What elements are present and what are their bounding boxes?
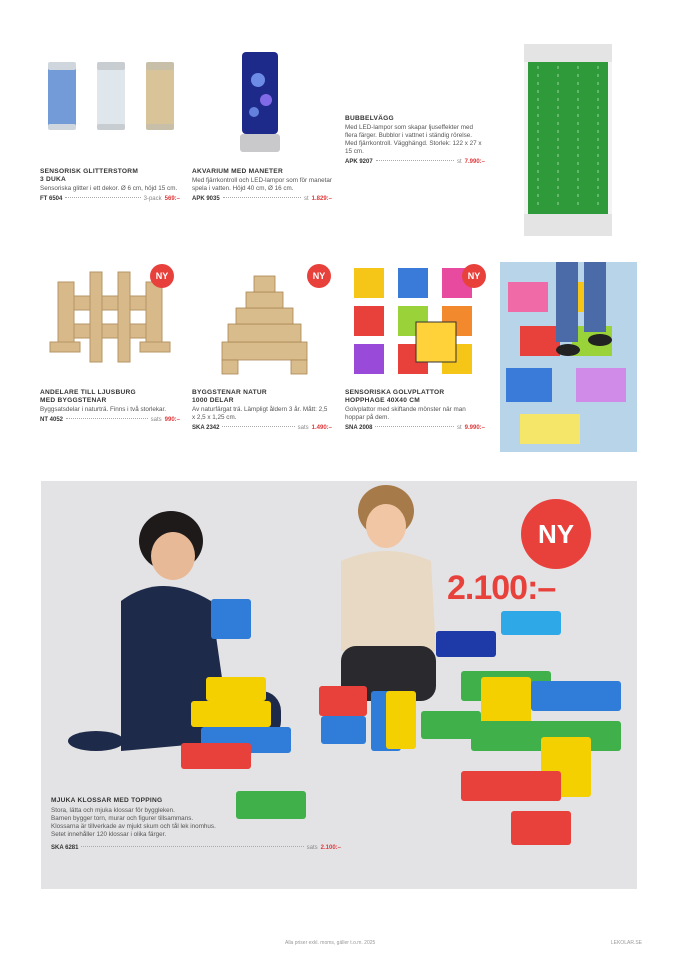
sku: SKA 6281 (51, 845, 79, 851)
product-card-building-blocks (192, 389, 332, 431)
feature-price: 2.100:– (447, 569, 556, 607)
sku: APK 9035 (192, 196, 220, 202)
unit: sats (306, 845, 318, 851)
product-card-floor-tiles (345, 389, 485, 431)
ny-badge: NY (150, 264, 174, 288)
feature-title: MJUKA KLOSSAR MED TOPPING (51, 797, 163, 804)
price: 990:– (164, 417, 180, 423)
sku: SKA 2342 (192, 425, 220, 431)
product-card-aquarium (192, 168, 332, 202)
unit: st (303, 196, 309, 202)
price-line (192, 196, 332, 202)
product-image-aquarium (230, 50, 290, 160)
price-line (345, 159, 485, 165)
feature-description: Stora, lätta och mjuka klossar för byggleken. Barnen bygger torn, murar och figurer tillsammans. Klossarna är tillverkade av mjukt skum och tål lek inomhus. Setet innehåller 120 klossar i olika färger. (51, 807, 216, 838)
unit: 3-pack (143, 196, 162, 202)
feature-panel (41, 481, 637, 889)
feature-text (51, 797, 341, 851)
product-title: AKVARIUM MED MANETER (192, 168, 283, 175)
product-description: Med LED-lampor som skapar ljuseffekter med flera färger. Bubblor i vattnet i ständig rörelse. Med fjärrkontroll. Vägghängd. Storlek: 122 x 27 x 15 cm. (345, 124, 482, 155)
price: 2.100:– (320, 845, 341, 851)
price-line (40, 417, 180, 423)
sku: FT 6504 (40, 196, 63, 202)
product-title: ANDELARE TILL LJUSBURG MED BYGGSTENAR (40, 389, 136, 404)
product-card-wooden-frame (40, 389, 180, 423)
price: 7.990:– (464, 159, 485, 165)
unit: sats (150, 417, 162, 423)
sku: NT 4052 (40, 417, 64, 423)
product-card-bubble-wall (345, 115, 485, 165)
product-image-floor-tiles (348, 262, 488, 382)
product-title: BUBBELVÄGG (345, 115, 394, 122)
unit: sats (297, 425, 309, 431)
product-image-glitterstorm (40, 50, 180, 150)
footer-note: Alla priser exkl. moms, gäller t.o.m. 2025 (285, 940, 376, 946)
product-description: Byggsatsdelar i naturträ. Finns i två storlekar. (40, 406, 166, 413)
footer-site: LEKOLAR.SE (610, 940, 642, 946)
price: 569:– (164, 196, 180, 202)
product-image-hopscotch (500, 262, 637, 452)
product-image-bubble-wall (524, 44, 612, 236)
sku: SNA 2008 (345, 425, 373, 431)
product-card-glitterstorm (40, 168, 180, 202)
product-description: Av naturfärgat trä. Lämpligt åldern 3 år. Mått: 2,5 x 2,5 x 1,25 cm. (192, 406, 328, 421)
product-description: Golvplattor med skiftande mönster när man hoppar på dem. (345, 406, 466, 421)
sku: APK 9207 (345, 159, 373, 165)
unit: st (456, 425, 462, 431)
ny-badge: NY (307, 264, 331, 288)
product-description: Med fjärrkontroll och LED-lampor som för manetar spela i vatten. Höjd 40 cm, Ø 16 cm. (192, 177, 332, 192)
ny-badge: NY (462, 264, 486, 288)
product-title: SENSORISK GLITTERSTORM 3 DUKA (40, 168, 139, 183)
price-line (51, 845, 341, 851)
product-title: SENSORISKA GOLVPLATTOR HOPPHAGE 40X40 CM (345, 389, 445, 404)
price-line (40, 196, 180, 202)
price: 9.990:– (464, 425, 485, 431)
price-line (345, 425, 485, 431)
price-line (192, 425, 332, 431)
unit: st (456, 159, 462, 165)
ny-badge-large: NY (521, 499, 591, 569)
product-image-wooden-frame (40, 262, 180, 382)
product-image-building-blocks (192, 262, 337, 382)
product-title: BYGGSTENAR NATUR 1000 DELAR (192, 389, 267, 404)
price: 1.490:– (311, 425, 332, 431)
price: 1.829:– (311, 196, 332, 202)
product-description: Sensoriska glitter i ett dekor. Ø 6 cm, höjd 15 cm. (40, 185, 178, 192)
